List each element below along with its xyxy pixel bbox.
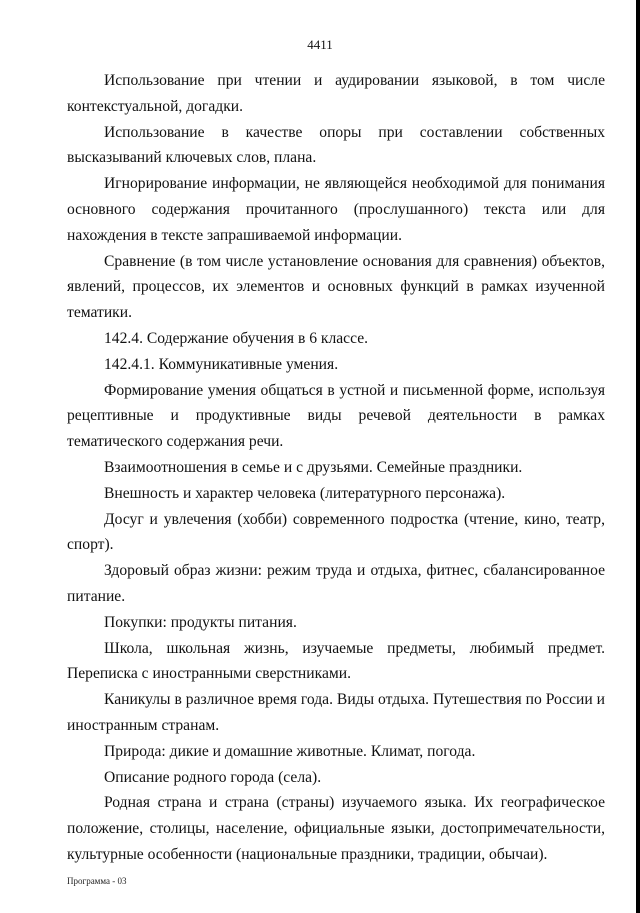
page-footer: Программа - 03 bbox=[67, 876, 127, 886]
scan-edge bbox=[636, 0, 640, 913]
paragraph-ignoring: Игнорирование информации, не являющейся необходимой для понимания основного содержания прочитанного (прослушанного) текста или для нахождения в тексте запрашиваемой информации. bbox=[67, 175, 605, 244]
topic-health: Здоровый образ жизни: режим труда и отдыха, фитнес, сбалансированное питание. bbox=[67, 562, 605, 605]
topic-holidays: Каникулы в различное время года. Виды отдыха. Путешествия по России и иностранным странам. bbox=[67, 691, 605, 734]
topic-nature: Природа: дикие и домашние животные. Климат, погода. bbox=[104, 742, 476, 760]
topic-leisure: Досуг и увлечения (хобби) современного подростка (чтение, кино, театр, спорт). bbox=[67, 510, 605, 554]
subsection-heading-communicative: 142.4.1. Коммуникативные умения. bbox=[104, 355, 339, 373]
topic-countries: Родная страна и страна (страны) изучаемого языка. Их географическое положение, столицы, население, официальные языки, достопримечательности, культурные особенности (национальные праздники, традиции, обычаи). bbox=[67, 794, 605, 863]
section-heading-grade-6: 142.4. Содержание обучения в 6 классе. bbox=[104, 329, 369, 347]
topic-appearance: Внешность и характер человека (литературного персонажа). bbox=[104, 484, 506, 502]
topic-shopping: Покупки: продукты питания. bbox=[104, 613, 297, 631]
paragraph-skills: Формирование умения общаться в устной и письменной форме, используя рецептивные и продуктивные виды речевой деятельности в рамках тематического содержания речи. bbox=[67, 381, 605, 451]
topic-hometown: Описание родного города (села). bbox=[104, 768, 322, 786]
topic-family: Взаимоотношения в семье и с друзьями. Семейные праздники. bbox=[104, 458, 523, 476]
topic-school: Школа, школьная жизнь, изучаемые предметы, любимый предмет. Переписка с иностранными сверстниками. bbox=[67, 639, 605, 683]
document-body bbox=[67, 68, 605, 868]
paragraph-keywords: Использование в качестве опоры при составлении собственных высказываний ключевых слов, плана. bbox=[67, 123, 605, 167]
page-number: 4411 bbox=[307, 37, 333, 52]
paragraph-comparison: Сравнение (в том числе установление основания для сравнения) объектов, явлений, процессов, их элементов и основных функций в рамках изученной тематики. bbox=[67, 252, 605, 322]
paragraph-guessing: Использование при чтении и аудировании языковой, в том числе контекстуальной, догадки. bbox=[67, 72, 605, 115]
